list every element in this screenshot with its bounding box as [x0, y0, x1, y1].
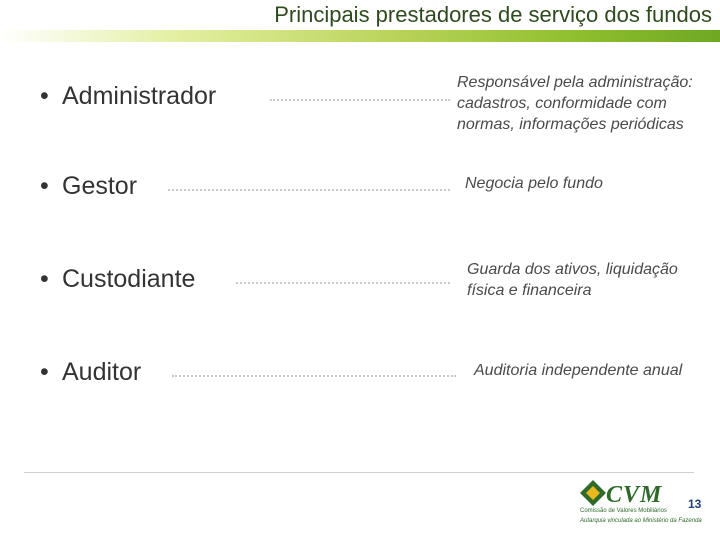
- bullet-label: Auditor: [62, 358, 142, 386]
- description-line: Guarda dos ativos, liquidação: [467, 261, 678, 278]
- dotted-connector: [270, 99, 450, 101]
- description-line: Negocia pelo fundo: [465, 175, 603, 192]
- cvm-logo-tagline: Autarquia vinculada ao Ministério da Fazenda: [580, 518, 702, 524]
- bullet-dot: •: [40, 172, 49, 200]
- dotted-connector: [168, 189, 450, 191]
- bullet-dot: •: [40, 265, 49, 293]
- cvm-logo-subtitle: Comissão de Valores Mobiliários: [580, 508, 667, 514]
- cvm-logo-mark-icon: [578, 478, 608, 508]
- bullet-label: Gestor: [62, 172, 138, 200]
- dotted-connector: [236, 282, 450, 284]
- slide-title: Principais prestadores de serviço dos fundos: [274, 2, 712, 27]
- description-auditor: [474, 360, 719, 381]
- description-administrador: [457, 72, 720, 135]
- bullet-item-gestor: [40, 172, 137, 201]
- description-line: cadastros, conformidade com: [457, 95, 667, 112]
- footer-divider: [24, 472, 694, 473]
- title-gradient-bar: [0, 30, 720, 42]
- bullet-item-custodiante: [40, 265, 195, 294]
- description-line: física e financeira: [467, 282, 592, 299]
- description-line: normas, informações periódicas: [457, 116, 684, 133]
- description-line: Responsável pela administração:: [457, 74, 693, 91]
- cvm-logo-text: CVM: [606, 482, 663, 508]
- description-line: Auditoria independente anual: [474, 362, 683, 379]
- page-number: 13: [688, 497, 702, 511]
- bullet-item-administrador: [40, 82, 216, 111]
- bullet-dot: •: [40, 82, 49, 110]
- bullet-label: Custodiante: [62, 265, 196, 293]
- description-gestor: [465, 173, 715, 194]
- bullet-item-auditor: [40, 358, 141, 387]
- dotted-connector: [172, 375, 456, 377]
- bullet-label: Administrador: [62, 82, 217, 110]
- bullet-dot: •: [40, 358, 49, 386]
- description-custodiante: [467, 259, 717, 301]
